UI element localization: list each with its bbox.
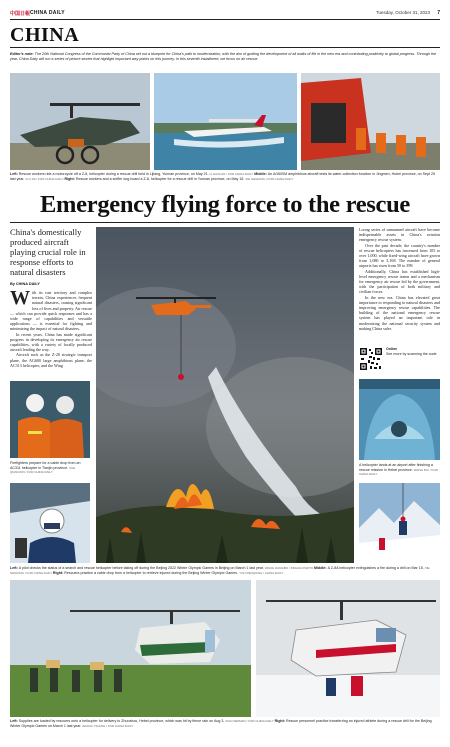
caption-right: Rescuers practice a cable drop from a helicopter to retrieve injured during the Beijing Winter Olympic Games. [64, 570, 240, 575]
photo-helicopter-landing [359, 379, 440, 460]
section-title: CHINA [10, 24, 80, 46]
article-right-p2: Over the past decade, the country's number of rescue helicopters has increased from 105 to over 1,000, while fixed-wing aircraft have grown from 1,080 to 3,168. The number of general airports has risen from 50 to 399. [359, 242, 440, 269]
qr-code-icon [359, 347, 383, 371]
editors-note-label: Editor's note: [10, 52, 34, 56]
article-left-p2: In recent years, China has made significant progress in developing its emergency air rescue capabilities, with a variety of locally produced aircraft leading the way. [10, 331, 92, 353]
credit: WANG RUI / FOR CHINA DAILY [359, 467, 438, 477]
photo-amphibious-aircraft [154, 73, 297, 170]
caption-label: Right: [274, 719, 286, 723]
photo-winter-cable-rescue [359, 483, 440, 563]
photo-supplies-loading [10, 580, 251, 717]
caption-text: Firefighters prepare for a cable drop from an AC311 helicopter in Tianjin province. [10, 461, 81, 470]
article-left-p3: Aircraft such as the Z-20 strategic transport plane, the AG600 large amphibious plane, the AC313 helicopter, and the Wing [10, 352, 92, 368]
deck: China's domestically produced aircraft playing crucial role in response efforts to natural disasters [10, 227, 86, 277]
headline: Emergency flying force to the rescue [40, 191, 410, 218]
credit-left: XIAO WEIMAN / FOR CHINA DAILY [225, 719, 275, 723]
caption-helicopter-landing [359, 463, 440, 477]
top-captions [10, 172, 440, 181]
article-left [10, 287, 92, 368]
bottom-caption-2 [10, 719, 440, 728]
bottom-caption-1 [10, 566, 440, 575]
caption-label: Left: [10, 719, 19, 723]
photo-sniffer-dog-boarding [301, 73, 440, 170]
caption-label: Left: [10, 172, 19, 176]
credit-middle: CUI JIA / FOR CHINA DAILY [25, 176, 65, 181]
masthead-rule [10, 19, 440, 20]
credit-right: XIE SHIHONG / FOR CHINA DAILY [245, 176, 294, 181]
credit-right: YOU RENQIANG / CHINA DAILY [239, 570, 284, 575]
caption-right: Rescue personnel practice transferring an injured athlete during a rescue drill for the Beijing Winter Olympic Games on March 1 last year. [10, 719, 432, 728]
article-right [359, 227, 440, 331]
caption-left: A pilot checks the status of a search and rescue helicopter before taking off during the Beijing 2022 Winter Olympic Games in Beijing on March 1 last year. [18, 566, 265, 570]
photo-firefighters [10, 381, 90, 458]
caption-right: Rescue workers and a sniffer dog board a Z-8, helicopter for a rescue drill in Yunnan province, on May 16. [75, 176, 246, 181]
credit-left: WANG JIANGBO / XINHUA PHOTO [264, 566, 315, 570]
caption-firefighters [10, 461, 90, 475]
byline: By CHINA DAILY [10, 282, 40, 286]
caption-label: Right: [52, 570, 65, 575]
photo-injured-athlete-transfer [256, 580, 440, 717]
photo-helicopter-fire-drill [96, 227, 354, 563]
section-rule [10, 47, 440, 48]
caption-label: Left: [10, 566, 19, 570]
article-right-p4: In the new era, China has elevated great importance to responding to natural disasters and improving emergency rescue capabilities. The building of the national emergency rescue system has played an important role in modernizing the national security system and making China safer. [359, 294, 440, 331]
qr-caption [386, 347, 440, 356]
editors-note-text: The 20th National Congress of the Communist Party of China set out a blueprint for China's path to modernization, with the aim of guiding the development of all walks of life in the new era and contributing positively to global progress. Through the year, China Daily will run a series of picture stories that highlight important way points on this journey. In this seventh installment, we focus on air rescue. [10, 52, 437, 61]
credit-middle: XIE SHIHONG / FOR CHINA DAILY [10, 566, 430, 575]
credit-right: ZHANG YIGANG / FOR CHINA DAILY [82, 723, 134, 728]
caption-left: Supplies are loaded by rescuers onto a helicopter for delivery to Zhuozhou, Hebei province, which was hit by fierce rain on Aug 3. [18, 719, 226, 723]
caption-middle: An AG600M amphibious aircraft tests its water-collection function in Jingmen, Hubei province, on Sept 25 last year. [10, 172, 435, 181]
qr-text: See more by scanning the code [386, 351, 437, 356]
credit-left: LI HAOLAN / FOR CHINA DAILY [209, 172, 255, 176]
page-number: 7 [437, 10, 440, 16]
qr-label: Online [386, 347, 398, 351]
editors-note [10, 52, 440, 62]
caption-left: Rescue workers ride a motorcycle off a Z-8, helicopter during a rescue drill held in Lijiang, Yunnan province, on May 21. [18, 172, 210, 176]
dropcap: W [10, 287, 30, 309]
qr-code[interactable] [359, 347, 383, 371]
article-right-p1: Loong series of unmanned aircraft have become indispensable assets in China's aviation emergency rescue system. [359, 227, 440, 243]
headline-rule [10, 222, 440, 223]
article-left-p1: ith its vast territory and complex terrain, China experiences frequent natural disasters, causing significant loss of lives and property. Air rescue — which can provide quick responses and has a wide range of capabilities and versatile applications — is essential for fighting and minimizing the impact of natural disasters. [10, 290, 92, 332]
article-right-p3: Additionally, China has established high-level emergency rescue teams and a mechanism for emergency air rescue led by the government, with the participation of both military and civilian forces. [359, 268, 440, 295]
dateline: Tuesday, October 31, 2023 [375, 10, 430, 15]
caption-label: Middle: [314, 566, 328, 570]
photo-pilot [10, 483, 90, 563]
caption-label: Right: [64, 176, 76, 181]
caption-middle: A Z-8A helicopter extinguishes a fire during a drill on Mar 15. [327, 566, 425, 570]
logo-en: CHINA DAILY [30, 10, 65, 16]
credit: XUE QIANGXIN / FOR CHINA DAILY [10, 465, 76, 475]
caption-label: Middle: [254, 172, 268, 176]
logo-cn: 中国日報 [10, 11, 31, 17]
caption-text: A helicopter lands at an airport after finishing a rescue mission in Hebei province. [359, 463, 433, 472]
photo-motorcycle-helicopter [10, 73, 150, 170]
